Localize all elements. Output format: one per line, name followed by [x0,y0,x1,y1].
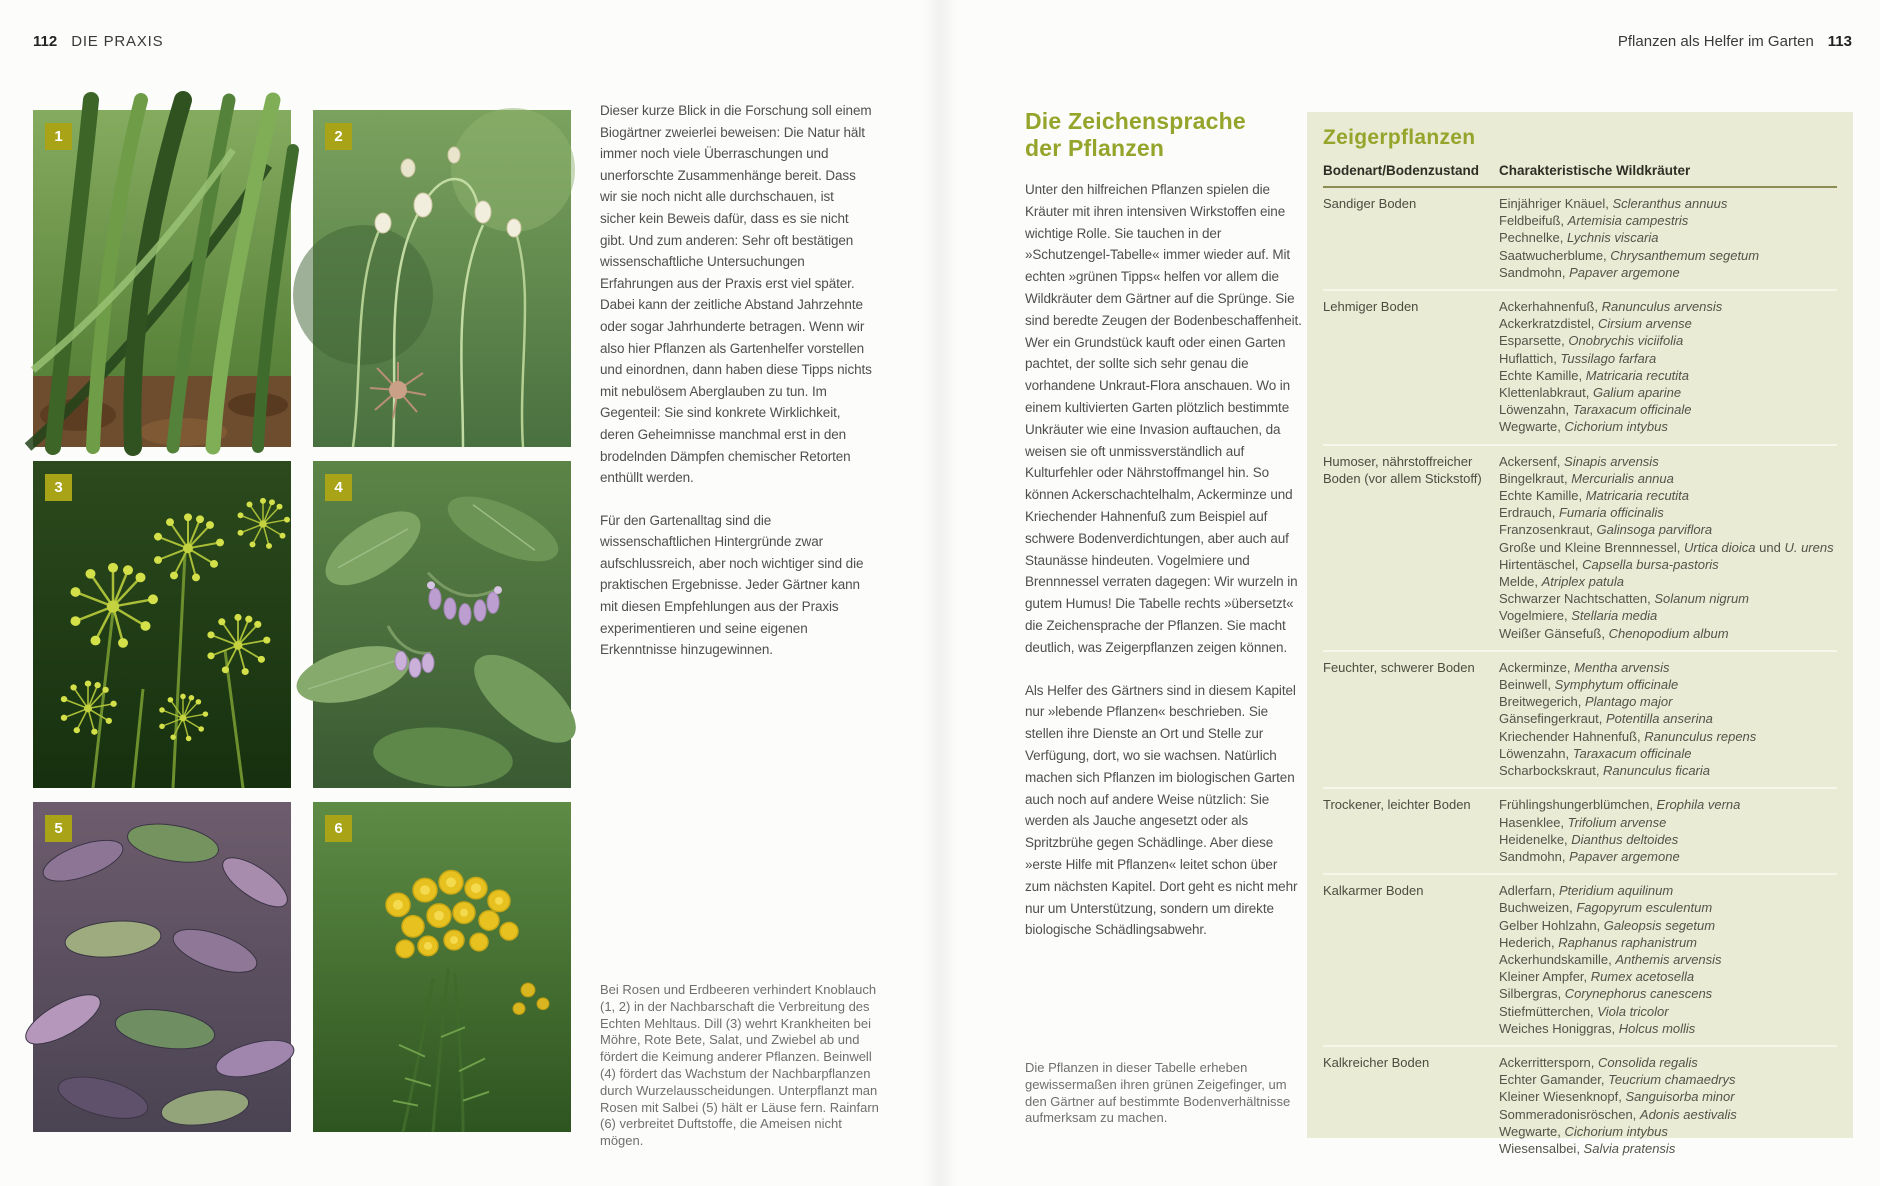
plant-line: Pechnelke, Lychnis viscaria [1499,230,1659,246]
soil-type-cell: Kalkarmer Boden [1323,883,1424,899]
plant-line: Stiefmütterchen, Viola tricolor [1499,1003,1669,1019]
latin-name: Chrysanthemum segetum [1610,247,1760,263]
latin-name: Taraxacum officinale [1572,745,1692,761]
plant-line: Löwenzahn, Taraxacum officinale [1499,745,1692,761]
soil-type-cell: Lehmiger Boden [1323,299,1419,315]
plant-line: Hirtentäschel, Capsella bursa-pastoris [1499,556,1719,572]
article-paragraph-2: Als Helfer des Gärtners sind in diesem Kapitel nur »lebende Pflanzen« beschrieben. Sie stellen ihre Dienste an Ort und Stelle zur Verfügung, dort, wo sie wachsen. Natürlich machen sich Pflanzen im biologischen Garten auch noch auf andere Weise nützlich: Sie werden als Jauche angesetzt oder als Spritzbrühe gegen Schädlinge. Aber diese »erste Hilfe mit Pflanzen« leitet schon über zum nächsten Kapitel. Dort geht es nicht mehr nur um Unterstützung, sondern um direkte biologische Schädlingsabwehr. [1025,682,1298,938]
plant-line: Weißer Gänsefuß, Chenopodium album [1499,625,1729,641]
plants-cell [1499,659,1837,779]
latin-name: Anthemis arvensis [1615,951,1722,967]
plant-line: Beinwell, Symphytum officinale [1499,677,1679,693]
plant-line: Hasenklee, Trifolium arvense [1499,814,1667,830]
latin-name: Trifolium arvense [1567,814,1667,830]
photo-2-garlic-bulbils [313,110,571,447]
latin-name: Atriplex patula [1541,574,1625,590]
plant-line: Einjähriger Knäuel, Scleranthus annuus [1499,196,1728,211]
plant-line: Echte Kamille, Matricaria recutita [1499,367,1690,383]
latin-name: Cichorium intybus [1564,1123,1668,1139]
plant-line: Gelber Hohlzahn, Galeopsis segetum [1499,917,1716,933]
article-paragraph-1: Unter den hilfreichen Pflanzen spielen die Kräuter mit ihren intensiven Wirkstoffen eine wichtige Rolle. Sie tauchen in der »Schutzengel-Tabelle« immer wieder auf. Mit echten »grünen Tipps« helfen vor allem die Wildkräuter dem Gärtner auf die Sprünge. Sie sind beredte Zeugen der Bodenbeschaffenheit. Wer ein Grundstück kauft oder einen Garten pachtet, der sollte sich sehr genau die vorhandene Unkraut-Flora anschauen. Wo in einem kultivierten Garten plötzlich bestimmte Unkräuter wie eine Invasion auftauchen, da weisen sie oft unmissverständlich auf Kulturfehler oder Nährstoffmangel hin. So können Ackerschachtelhalm, Ackerminze und Kriechender Hahnenfuß zum Beispiel auf schwere Bodenverdichtungen, aber auch auf Staunässe hindeuten. Vogelmiere und Brennnessel verraten dagegen: Wir wurzeln in gutem Humus! Die Tabelle rechts »übersetzt« die Zeichensprache der Pflanzen. Sie macht deutlich, was Zeigerpflanzen zeigen können. [1025,182,1302,655]
latin-name: Solanum nigrum [1654,591,1750,607]
plant-line: Ackerhundskamille, Anthemis arvensis [1499,951,1722,967]
latin-name: Lychnis viscaria [1566,230,1659,246]
running-head-left [33,33,163,50]
plant-line: Frühlingshungerblümchen, Erophila verna [1499,797,1741,813]
plant-line: Hederich, Raphanus raphanistrum [1499,934,1697,950]
plant-line: Ackersenf, Sinapis arvensis [1499,453,1659,469]
plant-line: Heidenelke, Dianthus deltoides [1499,831,1679,847]
table-row [1323,652,1837,789]
plant-line: Silbergras, Corynephorus canescens [1499,986,1713,1002]
latin-name: Rumex acetosella [1590,969,1695,985]
plant-line: Echter Gamander, Teucrium chamaedrys [1499,1072,1736,1088]
plant-line: Adlerfarn, Pteridium aquilinum [1499,883,1674,899]
article-column [1025,108,1305,941]
table-row [1323,875,1837,1047]
plant-line: Löwenzahn, Taraxacum officinale [1499,402,1692,418]
photo-4-image [313,461,571,788]
plant-line: Esparsette, Onobrychis viciifolia [1499,333,1684,349]
soil-type-cell: Kalkreicher Boden [1323,1054,1430,1070]
latin-name: Cichorium intybus [1564,419,1668,435]
page-gutter-shadow [922,0,958,1186]
table-body [1323,188,1837,1165]
page-number-right: 113 [1827,33,1852,50]
latin-name: Ranunculus ficaria [1603,763,1710,779]
table-header-soil: Bodenart/Bodenzustand [1323,163,1480,178]
plant-line: Huflattich, Tussilago farfara [1499,350,1657,366]
latin-name: Tussilago farfara [1560,350,1657,366]
soil-type-cell: Humoser, nährstoffreicher Boden (vor allem Stickstoff) [1323,453,1482,486]
plant-line: Gänsefingerkraut, Potentilla anserina [1499,711,1713,727]
table-row [1323,789,1837,875]
photo-grid [33,110,571,1132]
plant-line: Echte Kamille, Matricaria recutita [1499,488,1690,504]
photo-3-image [33,461,291,788]
plant-line: Sandmohn, Papaver argemone [1499,264,1680,280]
indicator-plants-table [1307,112,1853,1156]
plants-cell [1499,1054,1837,1157]
plant-line: Ackerhahnenfuß, Ranunculus arvensis [1499,299,1723,315]
plant-line: Ackerrittersporn, Consolida regalis [1499,1054,1698,1070]
photo-5-sage [33,802,291,1132]
plants-cell [1499,796,1837,865]
table-title: Zeigerpflanzen [1323,126,1476,149]
plant-line: Wegwarte, Cichorium intybus [1499,1123,1668,1139]
latin-name: Urtica dioica [1684,539,1756,555]
latin-name: Matricaria recutita [1585,488,1690,504]
plant-line: Buchweizen, Fagopyrum esculentum [1499,900,1713,916]
latin-name: Artemisia campestris [1567,213,1689,229]
photo-3-number-badge: 3 [45,474,72,501]
latin-name: Consolida regalis [1597,1054,1698,1070]
plant-line: Kleiner Ampfer, Rumex acetosella [1499,969,1695,985]
latin-name: Galinsoga parviflora [1596,522,1713,538]
plant-line: Ackerminze, Mentha arvensis [1499,659,1670,675]
latin-name: Papaver argemone [1569,264,1680,280]
plant-line: Melde, Atriplex patula [1499,574,1625,590]
plants-cell [1499,882,1837,1037]
table-header-plants: Charakteristische Wildkräuter [1499,163,1691,178]
plant-line: Sandmohn, Papaver argemone [1499,848,1680,864]
photo-1-garlic-leaves [33,110,291,447]
latin-name: Viola tricolor [1597,1003,1669,1019]
photo-3-dill [33,461,291,788]
latin-name: Chenopodium album [1608,625,1729,641]
photo-5-number-badge: 5 [45,815,72,842]
photo-caption: Bei Rosen und Erdbeeren verhindert Knoblauch (1, 2) in der Nachbarschaft die Verbreitung des Echten Mehltaus. Dill (3) wehrt Krankheiten bei Möhre, Rote Bete, Salat, und Zwiebel ab und fördert die Keimung anderer Pflanzen. Beinwell (4) fördert das Wachstum der Nachbarpflanzen durch Wurzelausscheidungen. Unterpflanzt man Rosen mit Salbei (5) hält er Läuse fern. Rainfarn (6) verbreitet Duftstoffe, die Ameisen nicht mögen. [600,982,879,1149]
photo-4-number-badge: 4 [325,474,352,501]
photo-4-comfrey [313,461,571,788]
plant-line: Franzosenkraut, Galinsoga parviflora [1499,522,1713,538]
table-row [1323,1047,1837,1165]
plants-cell [1499,195,1837,281]
photo-2-number-badge: 2 [325,123,352,150]
plant-line: Saatwucherblume, Chrysanthemum segetum [1499,247,1760,263]
section-title-left: DIE PRAXIS [71,33,164,50]
latin-name: Raphanus raphanistrum [1558,934,1697,950]
plant-line: Wiesensalbei, Salvia pratensis [1499,1140,1676,1156]
plant-line: Breitwegerich, Plantago major [1499,694,1673,710]
plant-line: Vogelmiere, Stellaria media [1499,608,1658,624]
plant-line: Weiches Honiggras, Holcus mollis [1499,1020,1696,1036]
plant-line: Scharbockskraut, Ranunculus ficaria [1499,763,1710,779]
intro-paragraph-2: Für den Gartenalltag sind die wissenschaftlichen Hintergründe zwar aufschlussreich, aber noch wichtiger sind die praktischen Ergebnisse. Jeder Gärtner kann mit diesen Empfehlungen aus der Praxis experimentieren und seine eigenen Erkenntnisse hinzugewinnen. [600,512,864,658]
plants-cell [1499,298,1837,436]
section-title-right: Pflanzen als Helfer im Garten [1617,33,1814,50]
latin-name: Erophila verna [1656,797,1741,813]
plant-line: Sommeradonisröschen, Adonis aestivalis [1499,1106,1737,1122]
latin-name: Holcus mollis [1618,1020,1696,1036]
plant-line: Bingelkraut, Mercurialis annua [1499,470,1674,486]
latin-name: Symphytum officinale [1554,677,1679,693]
plant-line: Kleiner Wiesenknopf, Sanguisorba minor [1499,1089,1735,1105]
latin-name: Fagopyrum esculentum [1576,900,1713,916]
table-row [1323,446,1837,652]
latin-name: Sinapis arvensis [1564,453,1659,469]
latin-name: Cirsium arvense [1597,316,1692,332]
latin-name: Stellaria media [1571,608,1658,624]
latin-name: Salvia pratensis [1583,1140,1676,1156]
latin-name: Galium aparine [1592,385,1682,401]
latin-name: Taraxacum officinale [1572,402,1692,418]
table-caption: Die Pflanzen in dieser Tabelle erheben gewissermaßen ihren grünen Zeigefinger, um den Gärtner auf bestimmte Bodenverhältnisse aufmerksam zu machen. [1025,1060,1291,1126]
article-title: Die Zeichensprache der Pflanzen [1025,108,1246,161]
latin-name: Matricaria recutita [1585,367,1690,383]
latin-name: Teucrium chamaedrys [1608,1072,1736,1088]
table-row [1323,188,1837,291]
intro-text-column [600,100,872,661]
plant-line: Erdrauch, Fumaria officinalis [1499,505,1664,521]
latin-name: Fumaria officinalis [1558,505,1664,521]
latin-name: Onobrychis viciifolia [1568,333,1684,349]
photo-1-image [33,110,291,447]
soil-type-cell: Sandiger Boden [1323,196,1417,211]
latin-name: Sanguisorba minor [1625,1089,1735,1105]
intro-paragraph-1: Dieser kurze Blick in die Forschung soll einem Biogärtner zweierlei beweisen: Die Natur hält immer noch viele Überraschungen und unerforschte Zusammenhänge bereit. Dass wir sie noch nicht alle durchschauen, ist sicher kein Beweis dafür, dass es sie nicht gibt. Und zum anderen: Sehr oft bestätigen wissenschaftliche Untersuchungen Erfahrungen aus der Praxis erst viel später. Dabei kann der zeitliche Abstand Jahrzehnte oder sogar Jahrhunderte betragen. Wenn wir also hier Pflanzen als Gartenhelfer vorstellen und einordnen, dann haben diese Tipps nichts mit nebulösem Aberglauben zu tun. Im Gegenteil: Sie sind konkrete Wirklichkeit, deren Geheimnisse manchmal erst in den brodelnden Dämpfen chemischer Retorten enthüllt werden. [600,103,872,486]
latin-name: Ranunculus arvensis [1601,299,1723,315]
plant-line: Schwarzer Nachtschatten, Solanum nigrum [1499,591,1750,607]
photo-6-number-badge: 6 [325,815,352,842]
table-header-row [1323,163,1837,188]
soil-type-cell: Feuchter, schwerer Boden [1323,659,1475,675]
latin-name: Papaver argemone [1569,848,1680,864]
latin-name: Ranunculus repens [1644,728,1757,744]
latin-name: Pteridium aquilinum [1558,883,1674,899]
table-row [1323,291,1837,446]
latin-name: Potentilla anserina [1605,711,1713,727]
latin-name: Dianthus deltoides [1571,831,1679,847]
plant-line: Ackerkratzdistel, Cirsium arvense [1499,316,1692,332]
latin-name: Capsella bursa-pastoris [1582,556,1719,572]
plant-line: Kriechender Hahnenfuß, Ranunculus repens [1499,728,1757,744]
plant-line: Feldbeifuß, Artemisia campestris [1499,213,1689,229]
soil-type-cell: Trockener, leichter Boden [1323,797,1471,813]
latin-name: Scleranthus annuus [1612,196,1728,211]
latin-name: Galeopsis segetum [1603,917,1716,933]
photo-1-number-badge: 1 [45,123,72,150]
latin-name: Adonis aestivalis [1639,1106,1737,1122]
photo-6-tansy [313,802,571,1132]
plant-line: Klettenlabkraut, Galium aparine [1499,385,1682,401]
photo-2-image [313,110,571,447]
latin-name: Plantago major [1584,694,1673,710]
photo-5-image [33,802,291,1132]
page-number-left: 112 [33,33,58,50]
latin-name: Corynephorus canescens [1564,986,1713,1002]
photo-6-image [313,802,571,1132]
latin-name: U. urens [1784,539,1834,555]
latin-name: Mentha arvensis [1574,659,1670,675]
latin-name: Mercurialis annua [1571,470,1674,486]
plants-cell [1499,453,1837,642]
running-head-right [1618,33,1852,50]
plant-line: Große und Kleine Brennnessel, Urtica dioica und U. urens [1499,539,1834,555]
plant-line: Wegwarte, Cichorium intybus [1499,419,1668,435]
